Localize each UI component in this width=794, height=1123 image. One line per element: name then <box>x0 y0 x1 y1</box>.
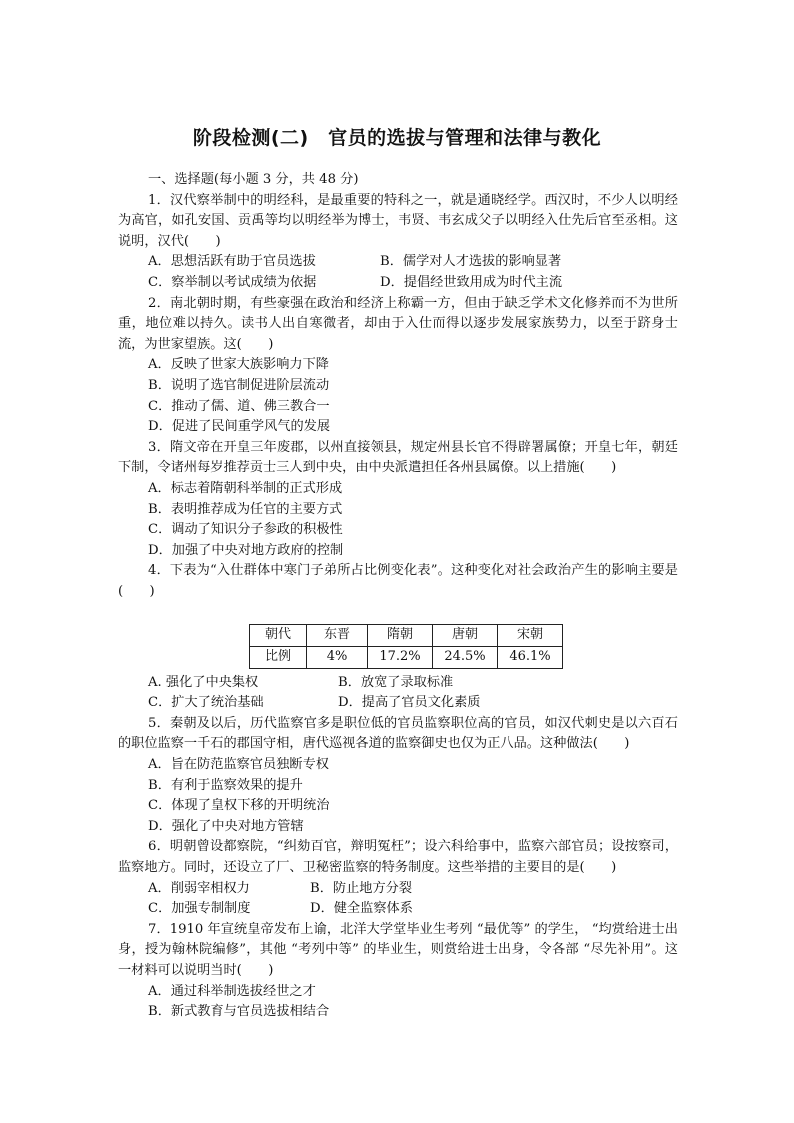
option-d[interactable]: D．提倡经世致用成为时代主流 <box>380 274 563 290</box>
question-1 <box>118 191 678 294</box>
option-b[interactable]: B．儒学对人才选拔的影响显著 <box>380 254 562 270</box>
question-6 <box>118 837 678 919</box>
question-5 <box>118 714 678 838</box>
ratio-table <box>249 624 563 668</box>
option-d[interactable]: D．促进了民间重学风气的发展 <box>148 419 331 435</box>
option-b[interactable]: B．放宽了录取标准 <box>338 674 454 690</box>
table-header-cell: 东晋 <box>307 625 368 647</box>
table-row <box>250 647 563 669</box>
option-c[interactable]: C．推动了儒、道、佛三教合一 <box>148 398 330 414</box>
exam-content <box>118 170 678 1023</box>
table-header-row <box>250 625 563 647</box>
table-header-cell: 隋朝 <box>368 625 433 647</box>
options <box>118 982 678 1023</box>
question-stem: 1．汉代察举制中的明经科，是最重要的特科之一，就是通晓经学。西汉时，不少人以明经为高官，如孔安国、贡禹等均以明经举为博士，韦贤、韦玄成父子以明经入仕先后官至丞相。这说明，汉代( ) <box>118 192 678 249</box>
option-b[interactable]: B．表明推荐成为任官的主要方式 <box>148 501 343 517</box>
question-stem: 5．秦朝及以后，历代监察官多是职位低的官员监察职位高的官员，如汉代刺史是以六百石的职位监察一千石的郡国守相，唐代巡视各道的监察御史也仅为正八品。这种做法( ) <box>118 715 678 752</box>
table-header-cell: 唐朝 <box>433 625 498 647</box>
table-row-label: 比例 <box>250 647 307 669</box>
page-title: 阶段检测(二) 官员的选拔与管理和法律与教化 <box>192 127 602 149</box>
question-stem: 4．下表为“入仕群体中寒门子弟所占比例变化表”。这种变化对社会政治产生的影响主要是( ) <box>118 563 678 599</box>
option-b[interactable]: B．防止地方分裂 <box>310 880 413 896</box>
option-a[interactable]: A．标志着隋朝科举制的正式形成 <box>148 480 343 496</box>
option-c[interactable]: C．扩大了统治基础 <box>148 695 264 711</box>
ratio-table-wrapper <box>249 624 678 668</box>
options <box>118 479 678 561</box>
question-7 <box>118 920 678 1023</box>
options <box>118 879 678 920</box>
options <box>118 252 678 293</box>
options <box>118 755 678 837</box>
option-c[interactable]: C．察举制以考试成绩为依据 <box>148 274 317 290</box>
question-stem: 2．南北朝时期，有些豪强在政治和经济上称霸一方，但由于缺乏学术文化修养而不为世所重，地位难以持久。读书人出自寒微者，却由于入仕而得以逐步发展家族势力，以至于跻身士流，为世家望族。这( ) <box>118 295 678 352</box>
option-d[interactable]: D．提高了官员文化素质 <box>338 695 481 711</box>
table-header-label: 朝代 <box>250 625 307 647</box>
options <box>118 673 678 714</box>
table-cell: 17.2% <box>368 647 433 669</box>
option-a[interactable]: A．通过科举制选拔经世之才 <box>148 983 316 999</box>
option-c[interactable]: C．加强专制制度 <box>148 901 251 917</box>
question-2 <box>118 294 678 438</box>
option-d[interactable]: D．强化了中央对地方管辖 <box>148 818 304 834</box>
option-a[interactable]: A. 强化了中央集权 <box>148 674 259 690</box>
question-stem: 7．1910 年宣统皇帝发布上谕，北洋大学堂毕业生考列 “最优等” 的学生， “均赏给进士出身，授为翰林院编修”，其他 “考列中等” 的毕业生，则赏给进士出身，令各部 “尽先补用”。这一材料可以说明当时( ) <box>118 921 678 978</box>
option-a[interactable]: A．旨在防范监察官员独断专权 <box>148 757 329 773</box>
option-b[interactable]: B．新式教育与官员选拔相结合 <box>148 1004 330 1020</box>
question-3 <box>118 438 678 562</box>
option-a[interactable]: A．削弱宰相权力 <box>148 880 250 896</box>
option-b[interactable]: B．说明了选官制促进阶层流动 <box>148 377 330 393</box>
question-stem: 6．明朝曾设都察院，“纠劾百官，辩明冤枉”；设六科给事中，监察六部官员；设按察司，监察地方。同时，还设立了厂、卫秘密监察的特务制度。这些举措的主要目的是( ) <box>118 839 678 875</box>
option-c[interactable]: C．调动了知识分子参政的积极性 <box>148 522 343 538</box>
question-4 <box>118 561 678 714</box>
table-cell: 46.1% <box>498 647 563 669</box>
section-heading: 一、选择题(每小题 3 分，共 48 分) <box>148 172 359 187</box>
option-d[interactable]: D．健全监察体系 <box>310 901 413 917</box>
table-cell: 24.5% <box>433 647 498 669</box>
option-c[interactable]: C．体现了皇权下移的开明统治 <box>148 798 330 814</box>
option-d[interactable]: D．加强了中央对地方政府的控制 <box>148 542 344 558</box>
option-a[interactable]: A．思想活跃有助于官员选拔 <box>148 254 316 270</box>
table-cell: 4% <box>307 647 368 669</box>
option-b[interactable]: B．有利于监察效果的提升 <box>148 777 303 793</box>
question-stem: 3．隋文帝在开皇三年废郡，以州直接领县，规定州县长官不得辟署属僚；开皇七年，朝廷下制，令诸州每岁推荐贡士三人到中央，由中央派遣担任各州县属僚。以上措施( ) <box>118 439 678 476</box>
option-a[interactable]: A．反映了世家大族影响力下降 <box>148 357 329 373</box>
table-header-cell: 宋朝 <box>498 625 563 647</box>
options <box>118 355 678 437</box>
